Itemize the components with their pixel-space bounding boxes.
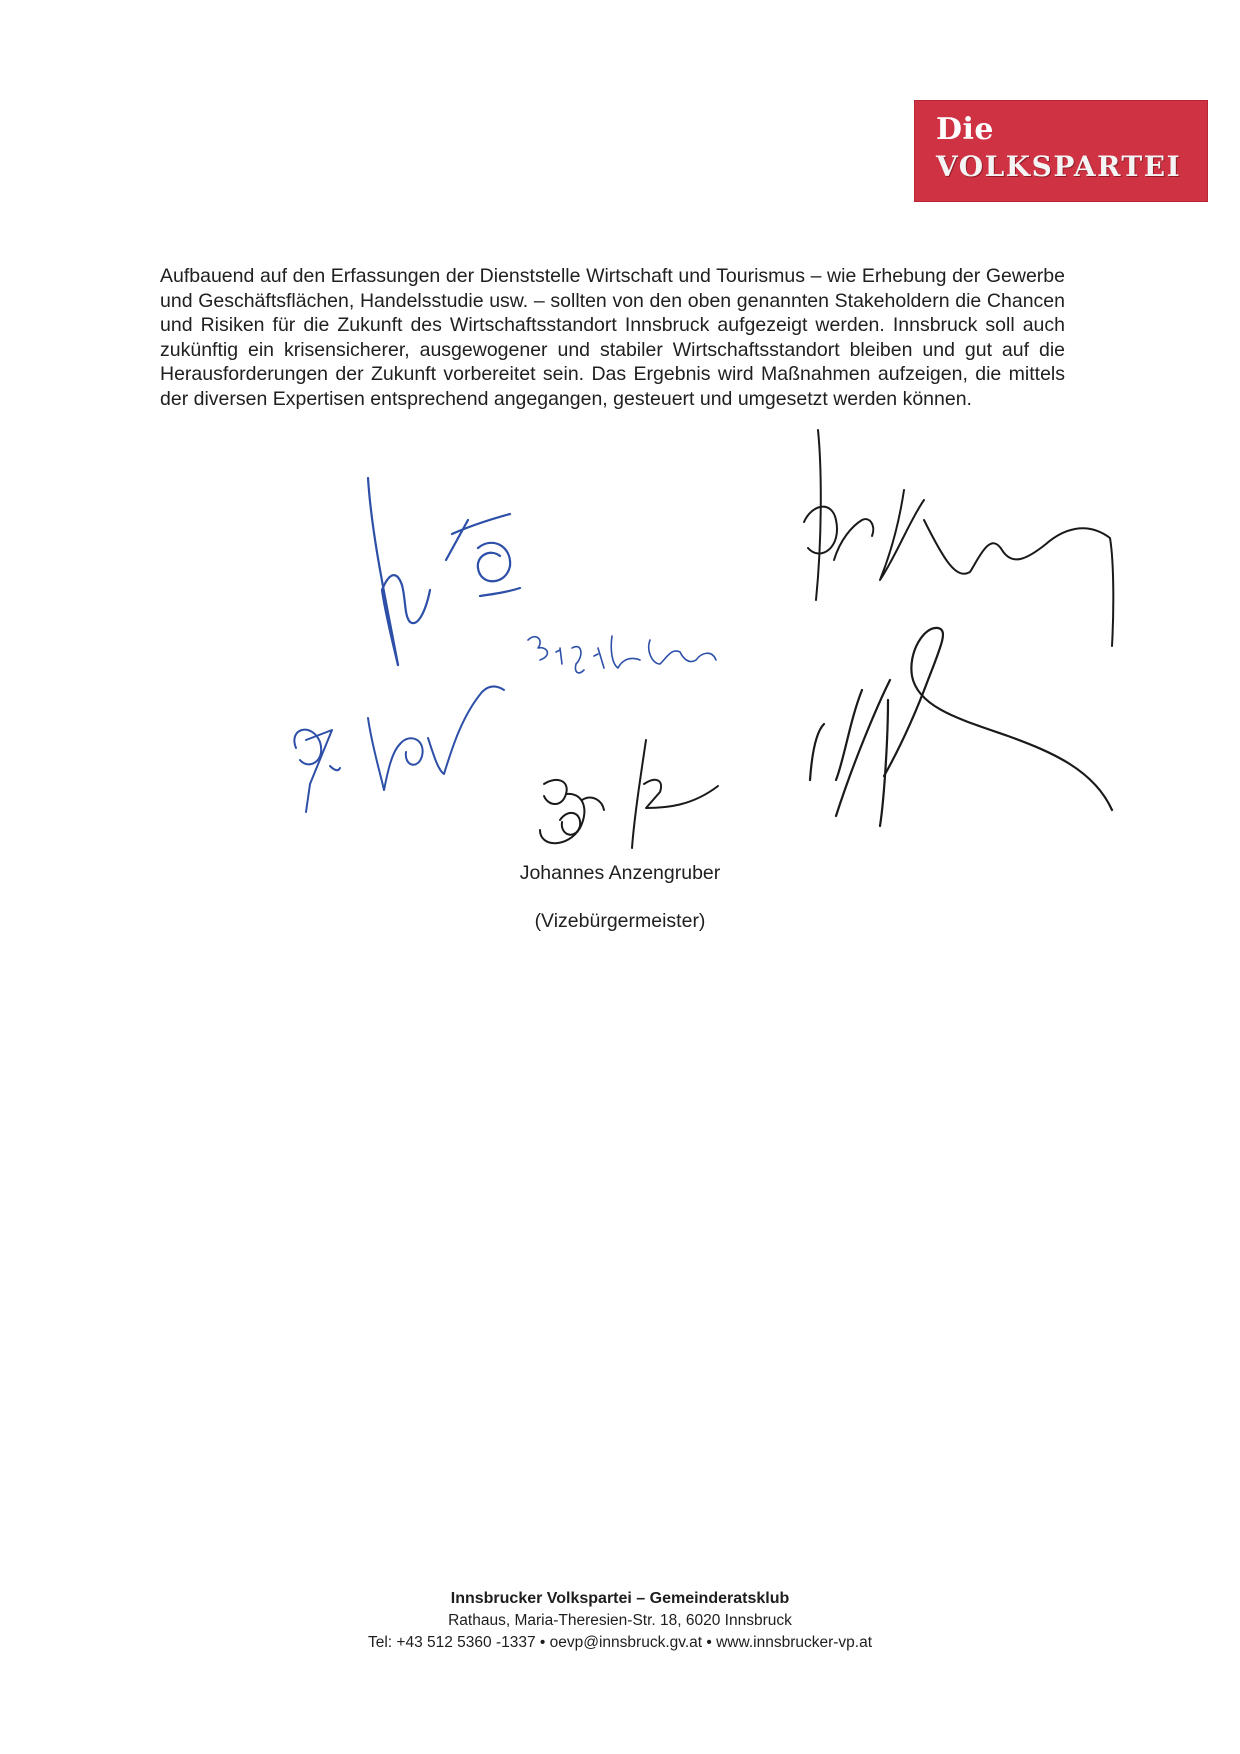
signer-name: Johannes Anzengruber <box>519 862 721 884</box>
signature-black-1 <box>804 430 1113 646</box>
signature-black-2 <box>810 628 1112 826</box>
footer-address: Rathaus, Maria-Theresien-Str. 18, 6020 Innsbruck <box>448 1612 792 1629</box>
signature-blue-1 <box>368 478 520 665</box>
signature-black-3 <box>540 740 718 848</box>
logo-line-volkspartei: VOLKSPARTEI <box>936 150 1182 183</box>
signer-role: (Vizebürgermeister) <box>534 910 706 932</box>
body-paragraph: Aufbauend auf den Erfassungen der Dienststelle Wirtschaft und Tourismus – wie Erhebung der Gewerbe und Geschäftsflächen, Handelsstudie usw. – sollten von den oben genannten Stakeholdern die Chancen und Risiken für die Zukunft des Wirtschaftsstandort Innsbruck aufgezeigt werden. Innsbruck soll auch zukünftig ein krisensicherer, ausgewogener und stabiler Wirtschaftsstandort bleiben und gut auf die Herausforderungen der Zukunft vorbereitet sein. Das Ergebnis wird Maßnahmen aufzeigen, die mittels der diversen Expertisen entsprechend angegangen, gesteuert und umgesetzt werden können. <box>160 265 1065 410</box>
logo-line-die: Die <box>936 112 994 147</box>
footer-organization: Innsbrucker Volkspartei – Gemeinderatsklub <box>450 1590 790 1607</box>
footer <box>320 1588 920 1654</box>
signature-blue-3 <box>528 636 716 673</box>
signature-blue-2 <box>294 687 504 813</box>
footer-contact: Tel: +43 512 5360 -1337 • oevp@innsbruck.gv.at • www.innsbrucker-vp.at <box>367 1634 873 1651</box>
